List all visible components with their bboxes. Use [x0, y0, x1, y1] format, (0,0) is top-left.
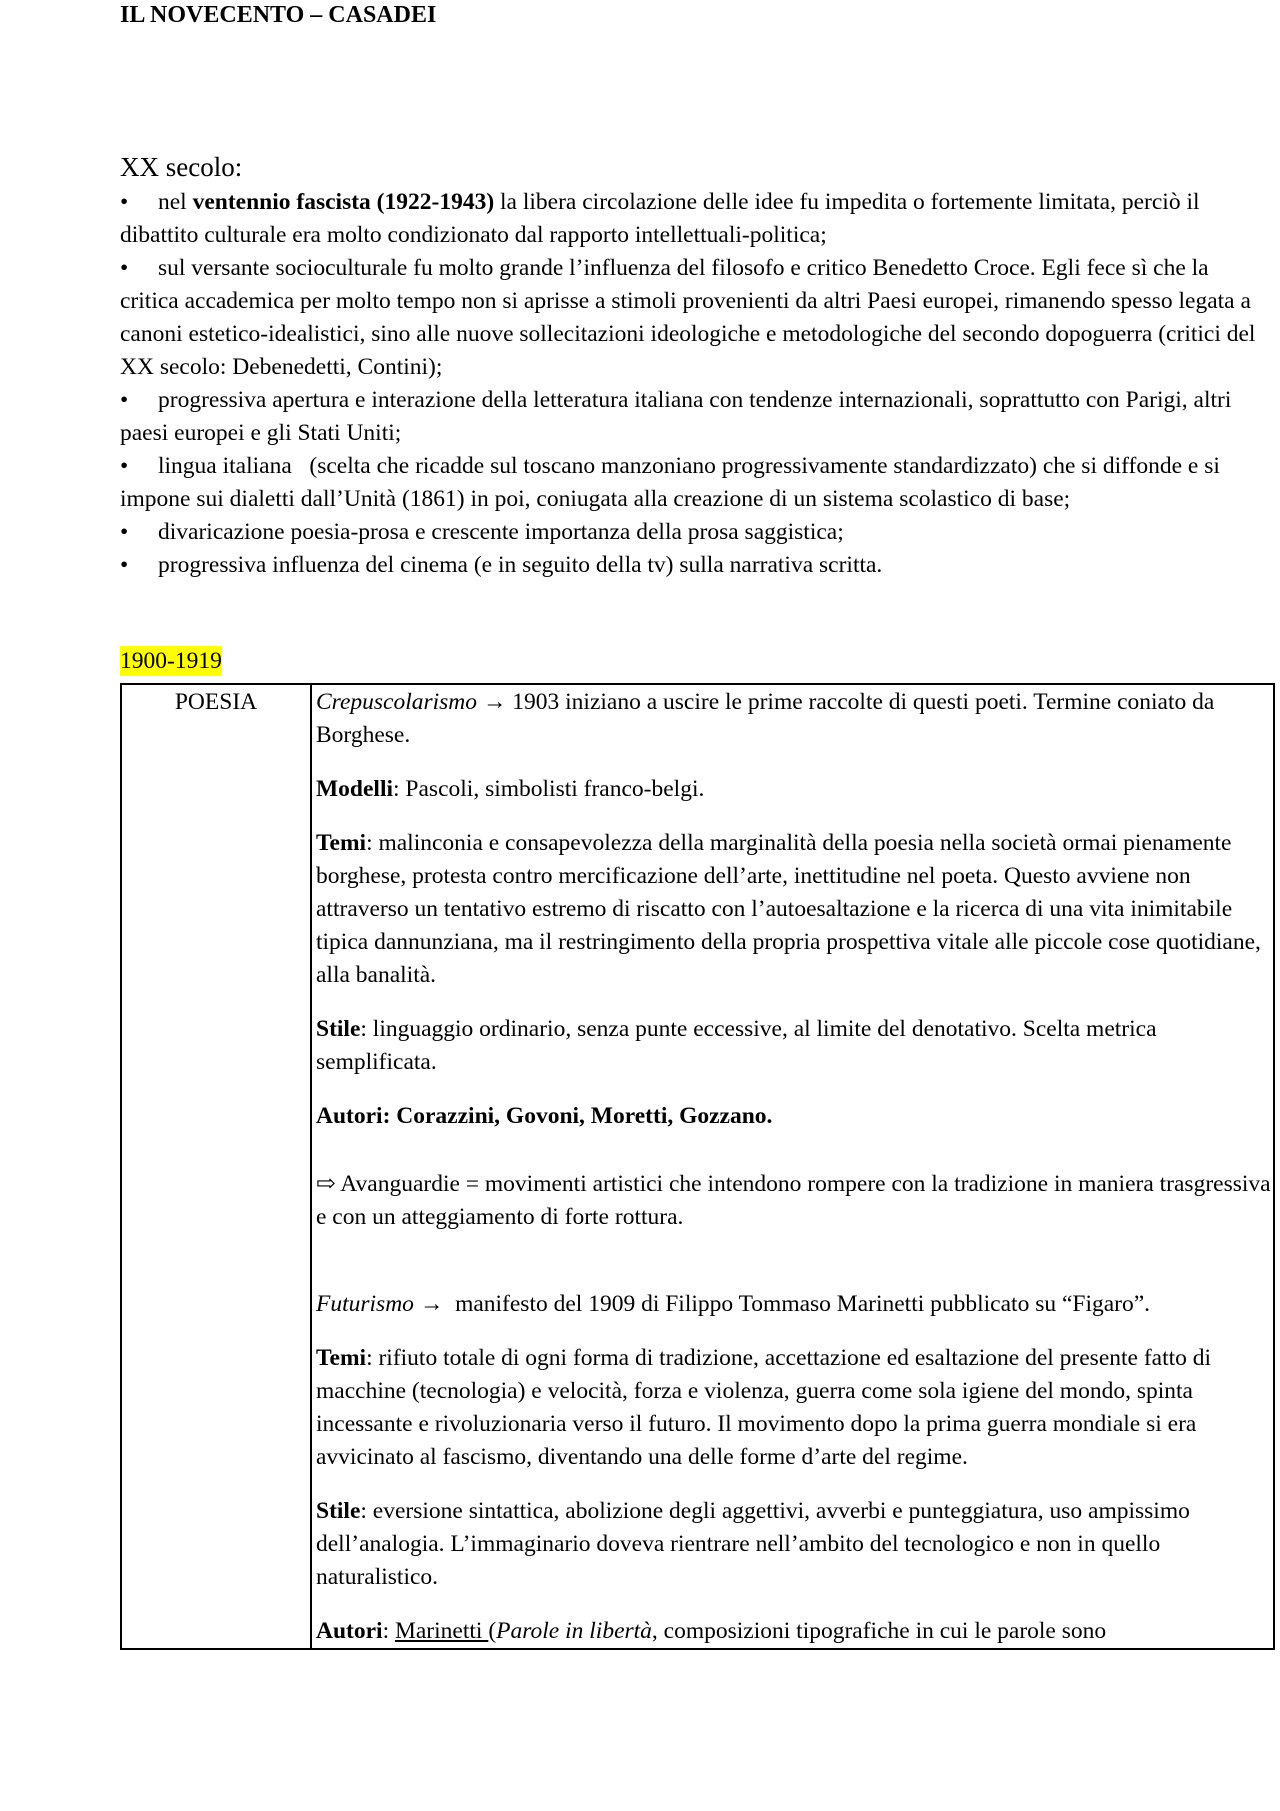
bullet: • [120, 387, 129, 413]
avanguardie-paragraph: ⇨ Avanguardie = movimenti artistici che intendono rompere con la tradizione in maniera trasgressiva e con un atteggiamento di forte rottura. [316, 1171, 1271, 1230]
temi-paragraph: Temi: malinconia e consapevolezza della marginalità della poesia nella società ormai pienamente borghese, protesta contro mercificazione dell’arte, inettitudine nel poeta. Questo avviene non attraverso un tentativo estremo di riscatto con l’autoesaltazione e la ricerca di una vita inimitabile tipica dannunziana, ma il restringimento della propria prospettiva vitale alle piccole cose quotidiane, alla banalità. [316, 830, 1261, 988]
modelli-paragraph: Modelli: Pascoli, simbolisti franco-belgi. [316, 776, 705, 802]
list-item: • progressiva influenza del cinema (e in seguito della tv) sulla narrativa scritta. [120, 549, 1260, 582]
section-heading: XX secolo: [120, 152, 243, 182]
era-label: 1900-1919 [120, 648, 222, 674]
bullet: • [120, 519, 129, 545]
list-item: • lingua italiana (scelta che ricadde sul toscano manzoniano progressivamente standardizzato) che si diffonde e si impone sui dialetti dall’Unità (1861) in poi, coniugata alla creazione di un sistema scolastico di base; [120, 450, 1260, 516]
bullet: • [120, 453, 129, 479]
crepuscolarismo-intro: Crepuscolarismo → 1903 iniziano a uscire le prime raccolte di questi poeti. Termine coniato da Borghese. [316, 689, 1215, 748]
list-item: • sul versante socioculturale fu molto grande l’influenza del filosofo e critico Benedetto Croce. Egli fece sì che la critica accademica per molto tempo non si aprisse a stimoli provenienti da altri Paesi europei, rimanendo spesso legata a canoni estetico-idealistici, sino alle nuove sollecitazioni ideologiche e metodologiche del secondo dopoguerra (critici del XX secolo: Debenedetti, Contini); [120, 252, 1260, 384]
autori-paragraph: Autori: Marinetti (Parole in libertà, composizioni tipografiche in cui le parole sono [316, 1618, 1107, 1644]
literature-table [120, 683, 1275, 1650]
list-item: • divaricazione poesia-prosa e crescente importanza della prosa saggistica; [120, 516, 1260, 549]
bullet: • [120, 189, 129, 215]
autori-paragraph: Autori: Corazzini, Govoni, Moretti, Gozzano. [316, 1103, 773, 1129]
bullet: • [120, 552, 129, 578]
bullet: • [120, 255, 129, 281]
stile-paragraph: Stile: eversione sintattica, abolizione degli aggettivi, avverbi e punteggiatura, uso ampissimo dell’analogia. L’immaginario doveva rientrare nell’ambito del tecnologico e non in quello naturalistico. [316, 1498, 1190, 1590]
row-content [311, 684, 1274, 1649]
futurismo-intro: Futurismo → manifesto del 1909 di Filippo Tommaso Marinetti pubblicato su “Figaro”. [316, 1291, 1151, 1317]
double-arrow-icon: ⇨ [316, 1171, 336, 1197]
document-title: IL NOVECENTO – CASADEI [120, 2, 437, 28]
list-item: • progressiva apertura e interazione della letteratura italiana con tendenze internazionali, soprattutto con Parigi, altri paesi europei e gli Stati Uniti; [120, 384, 1260, 450]
arrow-icon: → [419, 1291, 444, 1317]
list-item: • nel ventennio fascista (1922-1943) la libera circolazione delle idee fu impedita o fortemente limitata, perciò il dibattito culturale era molto condizionato dal rapporto intellettuali-politica; [120, 186, 1260, 252]
stile-paragraph: Stile: linguaggio ordinario, senza punte eccessive, al limite del denotativo. Scelta metrica semplificata. [316, 1016, 1157, 1075]
temi-paragraph: Temi: rifiuto totale di ogni forma di tradizione, accettazione ed esaltazione del presente fatto di macchine (tecnologia) e velocità, forza e violenza, guerra come sola igiene del mondo, spinta incessante e rivoluzionaria verso il futuro. Il movimento dopo la prima guerra mondiale si era avvicinato al fascismo, diventando una delle forme d’arte del regime. [316, 1345, 1212, 1470]
intro-list [120, 186, 1260, 582]
row-label: POESIA [121, 684, 311, 1649]
table-row [121, 684, 1274, 1649]
arrow-icon: → [482, 689, 507, 715]
